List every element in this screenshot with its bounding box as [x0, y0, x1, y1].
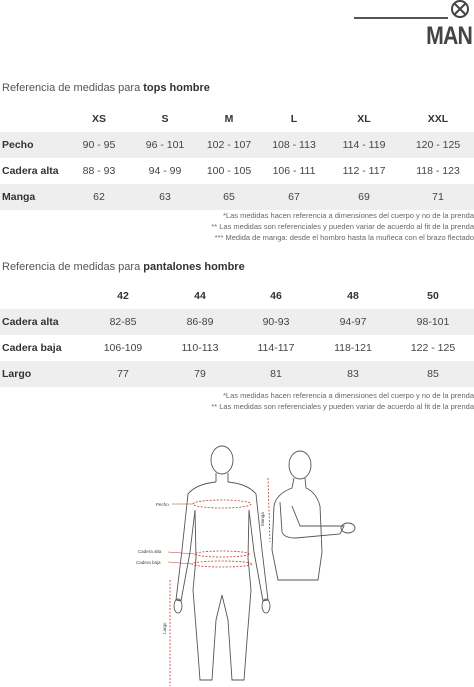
table-cell: 88 - 93: [82, 165, 116, 177]
tops-size-table: [0, 106, 474, 210]
table-cell: 63: [134, 184, 196, 210]
tops-header-size: XL: [357, 113, 371, 125]
pants-header-size: 50: [427, 290, 439, 302]
table-cell: 114-117: [257, 342, 295, 354]
row-label: Manga: [0, 184, 64, 210]
note-line: *Las medidas hacen referencia a dimensiones del cuerpo y no de la prenda: [223, 391, 474, 400]
table-cell: 90-93: [238, 309, 314, 335]
pants-size-table: [0, 283, 474, 387]
figure-label-cadera-baja: Cadera baja: [136, 560, 161, 565]
brand-name: MAN: [426, 22, 472, 50]
table-cell: 118 - 123: [416, 165, 460, 177]
front-body-outline: [174, 446, 270, 680]
tops-header-empty: [0, 106, 64, 132]
table-cell: 69: [326, 184, 402, 210]
table-cell: 112 - 117: [342, 165, 386, 177]
table-cell: 120 - 125: [402, 132, 474, 158]
table-cell: 114 - 119: [326, 132, 402, 158]
table-cell: 82-85: [84, 309, 162, 335]
pants-section-title: [2, 261, 245, 273]
pants-header-size: 46: [270, 290, 282, 302]
tops-section-title: [2, 82, 210, 94]
lower-hip-measure-line: [192, 561, 252, 567]
pants-header-row: [0, 283, 474, 309]
upper-hip-measure-line: [195, 551, 249, 557]
table-cell: 83: [314, 361, 392, 387]
tops-header-size: S: [161, 113, 169, 125]
table-row: [0, 132, 474, 158]
table-cell: 118-121: [334, 342, 372, 354]
side-body-outline: [272, 451, 355, 580]
pants-title-bold: pantalones hombre: [143, 261, 245, 273]
pants-notes: [211, 390, 474, 412]
table-cell: 106-109: [103, 342, 143, 354]
tops-header-size: XXL: [427, 113, 449, 125]
table-cell: 96 - 101: [134, 132, 196, 158]
note-line: *** Medida de manga: desde el hombro hasta la muñeca con el brazo flectado: [214, 233, 474, 242]
pants-header-size: 48: [347, 290, 359, 302]
row-label: Largo: [0, 361, 84, 387]
sleeve-measure-line: [268, 478, 270, 542]
figure-label-cadera-alta: Cadera alta: [138, 549, 162, 554]
table-row: [0, 335, 474, 361]
tops-header-size: XS: [91, 113, 106, 125]
table-row: [0, 184, 474, 210]
table-cell: 108 - 113: [262, 132, 326, 158]
table-cell: 100 - 105: [206, 165, 252, 177]
pants-header-size: 44: [194, 290, 206, 302]
brand-header: [354, 0, 474, 60]
row-label: Cadera baja: [2, 342, 62, 354]
note-line: *Las medidas hacen referencia a dimensiones del cuerpo y no de la prenda: [223, 211, 474, 220]
figure-label-pecho: Pecho: [156, 502, 169, 507]
row-label: Cadera alta: [0, 309, 84, 335]
table-cell: 94 - 99: [148, 165, 182, 177]
table-cell: 94-97: [314, 309, 392, 335]
table-cell: 90 - 95: [64, 132, 134, 158]
chest-measure-line: [193, 500, 251, 508]
table-row: [0, 361, 474, 387]
tops-header-size: M: [224, 113, 234, 125]
table-cell: 102 - 107: [196, 132, 262, 158]
tops-title-bold: tops hombre: [143, 82, 210, 94]
note-line: ** Las medidas son referenciales y pueden variar de acuerdo al fit de la prenda: [211, 222, 474, 231]
table-cell: 81: [238, 361, 314, 387]
tops-header-row: [0, 106, 474, 132]
pants-header-empty: [0, 283, 84, 309]
body-measurement-figure: [0, 440, 474, 687]
pants-header-size: 42: [117, 290, 129, 302]
brand-divider: [354, 17, 448, 19]
table-row: [0, 158, 474, 184]
table-cell: 110-113: [181, 342, 219, 354]
table-cell: 106 - 111: [272, 165, 316, 177]
tops-header-size: L: [290, 113, 298, 125]
table-cell: 85: [392, 361, 474, 387]
figure-label-manga: Manga: [260, 512, 265, 526]
table-cell: 67: [262, 184, 326, 210]
figure-label-largo: Largo: [162, 622, 167, 634]
table-cell: 71: [402, 184, 474, 210]
table-cell: 65: [196, 184, 262, 210]
measurement-lines: [170, 478, 270, 686]
row-label: Pecho: [0, 132, 64, 158]
table-cell: 98-101: [392, 309, 474, 335]
table-cell: 62: [64, 184, 134, 210]
tops-notes: [211, 210, 474, 243]
table-cell: 122 - 125: [410, 342, 456, 354]
row-label: Cadera alta: [2, 165, 59, 177]
pants-title-prefix: Referencia de medidas para: [2, 261, 144, 273]
table-cell: 77: [84, 361, 162, 387]
table-row: [0, 309, 474, 335]
table-cell: 79: [162, 361, 238, 387]
table-cell: 86-89: [162, 309, 238, 335]
tops-title-prefix: Referencia de medidas para: [2, 82, 144, 94]
circle-cross-icon: [450, 0, 470, 18]
note-line: ** Las medidas son referenciales y pueden variar de acuerdo al fit de la prenda: [211, 402, 474, 411]
